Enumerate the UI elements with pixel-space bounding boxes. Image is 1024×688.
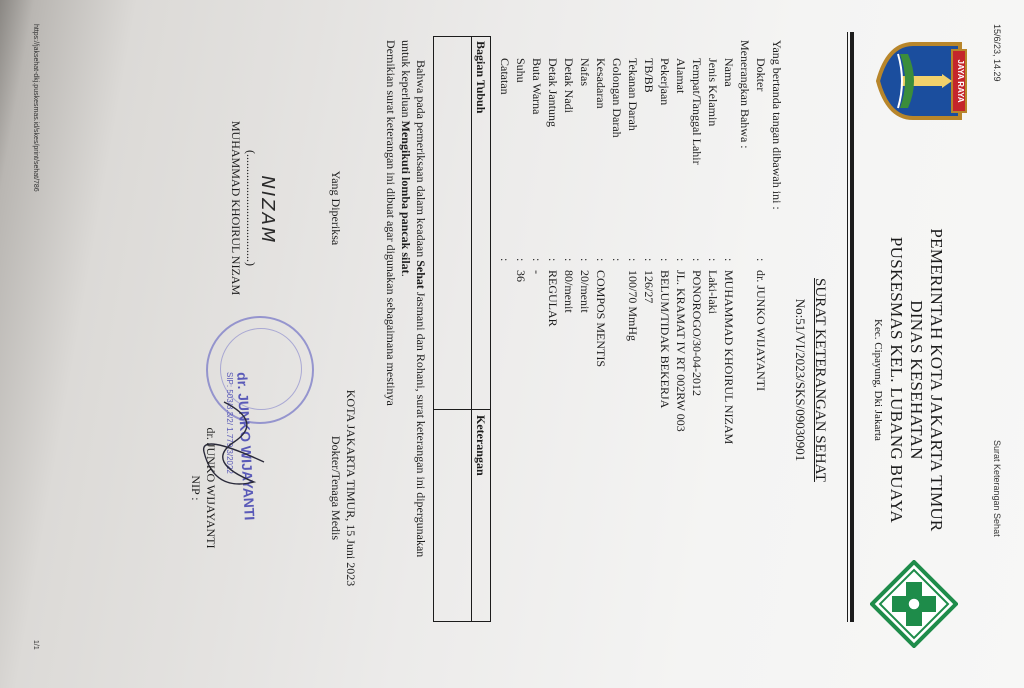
header-rule-thick <box>850 32 854 622</box>
sign-role: Dokter/Tenaga Medis <box>329 435 343 541</box>
field-colon: : <box>562 258 576 262</box>
field-label: Jenis Kelamin <box>706 58 720 127</box>
field-label: Kesadaran <box>594 58 608 109</box>
document-number: No:51/VI/2023/SKS/09030901 <box>793 298 808 462</box>
field-label: Alamat <box>674 58 688 94</box>
sign-place-date: KOTA JAKARTA TIMUR, 15 Juni 2023 <box>344 389 358 587</box>
field-colon: : <box>706 258 720 262</box>
field-value: 80/menit <box>562 270 576 313</box>
sign-left-name: MUHAMMAD KHOIRUL NIZAM <box>229 120 243 296</box>
statement-line-1: Bahwa pada pemeriksaan dalam keadaan Sehat Jasmani dan Rohani, surat keterangan ini dipergunakan <box>414 60 428 558</box>
sign-right-nip: NIP : <box>189 475 203 501</box>
kop-line-2: DINAS KESEHATAN <box>907 300 926 460</box>
field-value: JL. KRAMAT IV RT 002RW 003 <box>674 270 688 432</box>
header-rule-thin <box>847 32 848 622</box>
handwritten-name: NIZAM <box>257 175 278 245</box>
field-colon: : <box>658 258 672 262</box>
field-label: Catatan <box>498 58 512 95</box>
body-parts-table <box>433 36 491 622</box>
field-colon: : <box>722 258 736 262</box>
sign-left-dots: (....................................) <box>244 150 258 266</box>
print-page-title: Surat Keterangan Sehat <box>992 440 1002 537</box>
field-colon: : <box>626 258 640 262</box>
stamp-doctor-name: dr. JUNKO WIJAYANTI <box>234 371 258 521</box>
puskesmas-logo <box>870 560 958 648</box>
doctor-colon: : <box>754 258 768 262</box>
jakarta-logo <box>876 40 968 122</box>
sign-left-label: Yang Diperiksa <box>329 170 343 246</box>
field-label: Nafas <box>578 58 592 86</box>
document-title: SURAT KETERANGAN SEHAT <box>812 278 828 482</box>
doctor-label: Dokter <box>754 58 768 92</box>
intro-text: Yang bertanda tangan dibawah ini : <box>770 40 784 210</box>
field-value: Laki-laki <box>706 270 720 314</box>
stamp-sip-number: SIP: 503/3.3/2/ 1.779.3/2022 <box>225 372 234 474</box>
field-value: 126/27 <box>642 270 656 304</box>
print-datetime: 15/6/23, 14.29 <box>992 24 1002 82</box>
field-label: Pekerjaan <box>658 58 672 106</box>
field-label: Buta Warna <box>530 58 544 115</box>
field-value: PONOROGO/30-04-2012 <box>690 270 704 396</box>
field-colon: : <box>530 258 544 262</box>
field-colon: : <box>642 258 656 262</box>
field-value: 100/70 MmHg <box>626 270 640 342</box>
field-value: BELUM/TIDAK BEKERJA <box>658 270 672 409</box>
field-colon: : <box>674 258 688 262</box>
field-colon: : <box>690 258 704 262</box>
sign-right-name: dr. JUNKO WIJAYANTI <box>204 427 218 549</box>
table-column-divider <box>434 409 490 410</box>
field-label: Detak Nadi <box>562 58 576 113</box>
kop-address: Kec. Cipayung, Dki Jakarta <box>872 319 884 441</box>
field-colon: : <box>578 258 592 262</box>
field-value: - <box>530 270 544 274</box>
field-label: TB/BB <box>642 58 656 93</box>
field-colon: : <box>594 258 608 262</box>
field-label: Nama <box>722 58 736 87</box>
field-value: 20/menit <box>578 270 592 313</box>
field-label: Suhu <box>514 58 528 83</box>
print-page-number: 1/1 <box>32 640 39 650</box>
logo-banner: JAYA RAYA <box>956 59 965 103</box>
field-value: 36 <box>514 270 528 282</box>
doctor-value: dr. JUNKO WIJAYANTI <box>754 270 768 392</box>
field-colon: : <box>514 258 528 262</box>
kop-line-1: PEMERINTAH KOTA JAKARTA TIMUR <box>927 228 946 532</box>
statement-line-2: untuk keperluan Mengikuti lomba pancak silat. <box>399 40 413 277</box>
kop-line-3: PUSKESMAS KEL. LUBANG BUAYA <box>887 236 906 524</box>
table-header-divider <box>471 37 472 621</box>
statement-line-3: Demikian surat keterangan ini dibuat agar digunakan sebagaimana mestinya <box>384 40 398 406</box>
field-colon: : <box>610 258 624 262</box>
field-colon: : <box>498 258 512 262</box>
field-label: Golongan Darah <box>610 58 624 138</box>
field-colon: : <box>546 258 560 262</box>
field-value: MUHAMMAD KHOIRUL NIZAM <box>722 270 736 445</box>
field-value: COMPOS MENTIS <box>594 270 608 368</box>
field-value: REGULAR <box>546 270 560 327</box>
table-header-keterangan: Keterangan <box>474 415 488 476</box>
field-label: Tekanan Darah <box>626 58 640 131</box>
field-label: Detak Jantung <box>546 58 560 127</box>
table-header-bagian-tubuh: Bagian Tubuh <box>474 41 488 114</box>
field-label: Tempat/Tanggal Lahir <box>690 58 704 165</box>
declare-text: Menerangkan Bahwa : <box>738 40 752 149</box>
print-url: https://jaksehat-dkj.puskesmas.id/skes/print/sehat/786 <box>32 24 39 192</box>
